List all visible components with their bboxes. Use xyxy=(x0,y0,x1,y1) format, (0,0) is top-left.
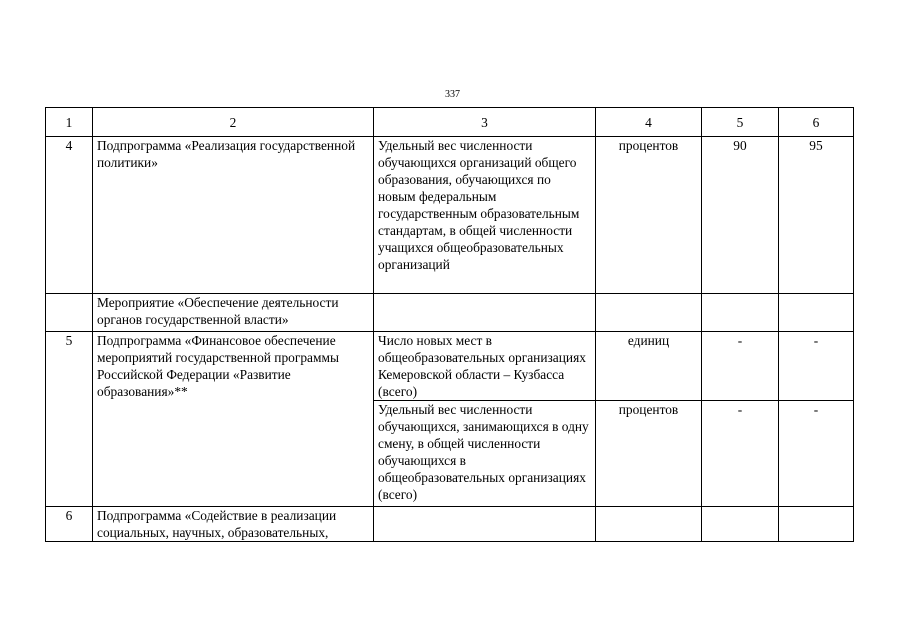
row-number xyxy=(46,294,93,332)
value-col6: 95 xyxy=(779,137,854,294)
program-name: Подпрограмма «Содействие в реализации социальных, научных, образовательных, xyxy=(93,507,374,542)
unit-cell: процентов xyxy=(596,401,702,507)
indicators-table xyxy=(45,107,854,542)
value-col6: - xyxy=(779,401,854,507)
table-row xyxy=(46,294,854,332)
row-number: 5 xyxy=(46,332,93,507)
event-name: Мероприятие «Обеспечение деятельности органов государственной власти» xyxy=(93,294,374,332)
value-col6 xyxy=(779,507,854,542)
unit-cell: процентов xyxy=(596,137,702,294)
indicator-name: Число новых мест в общеобразовательных организациях Кемеровской области – Кузбасса (всего) xyxy=(374,332,596,401)
value-col5 xyxy=(702,507,779,542)
header-cell-5: 5 xyxy=(702,108,779,137)
indicator-name: Удельный вес численности обучающихся организаций общего образования, обучающихся по новым федеральным государственным образовательным стандартам, в общей численности учащихся общеобразовательных организаций xyxy=(374,137,596,294)
table-header-row xyxy=(46,108,854,137)
header-cell-1: 1 xyxy=(46,108,93,137)
row-number: 4 xyxy=(46,137,93,294)
table-row xyxy=(46,507,854,542)
program-name: Подпрограмма «Реализация государственной политики» xyxy=(93,137,374,294)
page-number: 337 xyxy=(445,89,460,100)
table-row xyxy=(46,332,854,401)
indicator-name xyxy=(374,294,596,332)
program-name: Подпрограмма «Финансовое обеспечение мероприятий государственной программы Российской Федерации «Развитие образования»** xyxy=(93,332,374,507)
unit-cell xyxy=(596,294,702,332)
indicator-name: Удельный вес численности обучающихся, занимающихся в одну смену, в общей численности обучающихся в общеобразовательных организациях (всего) xyxy=(374,401,596,507)
header-cell-6: 6 xyxy=(779,108,854,137)
value-col5: 90 xyxy=(702,137,779,294)
value-col6: - xyxy=(779,332,854,401)
value-col5 xyxy=(702,294,779,332)
header-cell-3: 3 xyxy=(374,108,596,137)
header-cell-2: 2 xyxy=(93,108,374,137)
header-cell-4: 4 xyxy=(596,108,702,137)
value-col6 xyxy=(779,294,854,332)
row-number: 6 xyxy=(46,507,93,542)
table-row xyxy=(46,137,854,294)
unit-cell: единиц xyxy=(596,332,702,401)
indicator-name xyxy=(374,507,596,542)
value-col5: - xyxy=(702,401,779,507)
value-col5: - xyxy=(702,332,779,401)
unit-cell xyxy=(596,507,702,542)
